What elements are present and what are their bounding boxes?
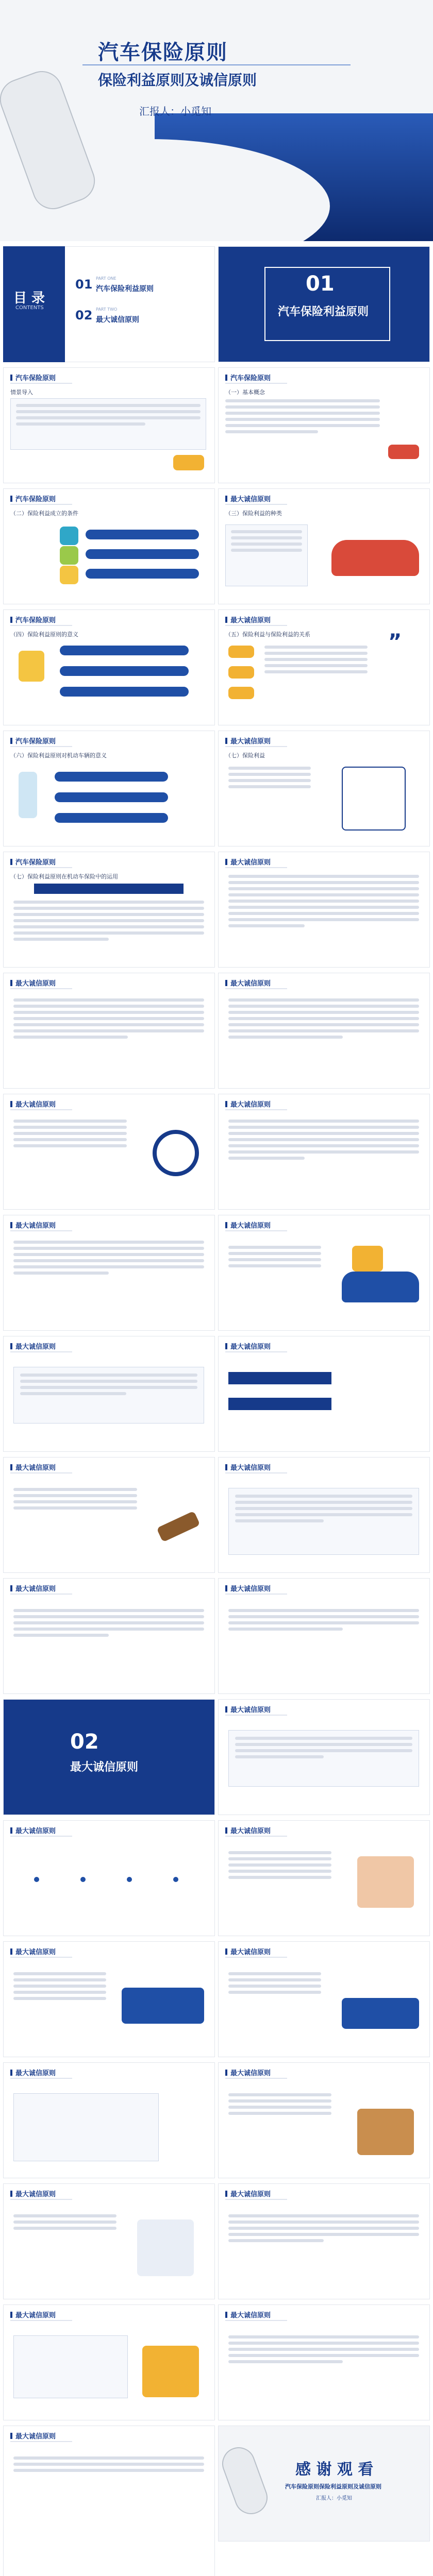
heading-underline (225, 1109, 287, 1110)
slide-subheading: （五）保险利益与保险利益的关系 (225, 631, 310, 638)
types-box (225, 524, 308, 586)
step-dot-1 (34, 1877, 39, 1882)
bottle-illustration (19, 772, 37, 818)
slide-heading: 汽车保险原则 (10, 494, 56, 503)
slide-faith-10 (3, 2426, 215, 2576)
slide-faith-1 (3, 1820, 215, 1936)
building-illustration (352, 1246, 383, 1272)
section-1-slide (218, 246, 430, 362)
thanks-reporter: 汇报人：小觅知 (316, 2496, 352, 2501)
slide-heading: 最大诚信原则 (225, 1583, 271, 1593)
slide-subheading: 情景导入 (10, 389, 33, 396)
toc-item-2-tag: PART TWO (96, 307, 118, 312)
heading-underline (225, 1715, 287, 1716)
significance-3 (60, 687, 189, 697)
step-block-1 (60, 566, 78, 584)
slide-significance (3, 609, 215, 725)
slide-heading: 最大诚信原则 (10, 2189, 56, 2198)
slide-case-1 (218, 852, 430, 968)
slide-subheading: （二）保险利益成立的条件 (10, 510, 78, 517)
text-box (10, 398, 206, 450)
slide-heading: 汽车保险原则 (10, 736, 56, 745)
slide-heading: 最大诚信原则 (10, 1341, 56, 1351)
condition-3 (86, 569, 199, 579)
slide-heading: 汽车保险原则 (10, 372, 56, 382)
content-box (228, 1730, 419, 1787)
condition-1 (86, 530, 199, 539)
thanks-title: 感 谢 观 看 (295, 2461, 374, 2479)
slide-heading: 最大诚信原则 (10, 2431, 56, 2441)
red-car-icon (388, 445, 419, 459)
slide-case-3 (218, 973, 430, 1089)
slide-vehicle-significance (3, 731, 215, 846)
red-sports-car-icon (331, 540, 419, 576)
banner-box-2 (228, 1398, 331, 1410)
yellow-car-2 (228, 666, 254, 679)
heading-underline (10, 1472, 72, 1473)
cover-title: 汽车保险原则 (98, 41, 228, 64)
slide-concept-faith (218, 1699, 430, 1815)
heading-underline (10, 2078, 72, 2079)
coin-illustration (19, 651, 44, 682)
slide-heading: 最大诚信原则 (225, 736, 271, 745)
slide-heading: 汽车保险原则 (10, 615, 56, 624)
slide-heading: 最大诚信原则 (225, 2310, 271, 2319)
slide-subheading: （七）保险利益 (225, 752, 265, 759)
slide-heading: 最大诚信原则 (225, 2067, 271, 2077)
point-1 (55, 772, 168, 782)
slide-heading: 最大诚信原则 (225, 1946, 271, 1956)
books-illustration (357, 2109, 414, 2155)
step-dot-4 (173, 1877, 178, 1882)
section-2-slide (3, 1699, 215, 1815)
yellow-car-3 (228, 687, 254, 699)
slide-subheading: （三）保险利益的种类 (225, 510, 282, 517)
heading-underline (10, 1836, 72, 1837)
heading-underline (10, 504, 72, 505)
quote-mark-icon: ” (388, 630, 402, 654)
slide-subheading: （七）保险利益原则在机动车保险中的运用 (10, 873, 118, 880)
slide-case-6 (3, 1578, 215, 1694)
heading-underline (225, 1594, 287, 1595)
car-top-view-icon (218, 2443, 272, 2519)
slide-quote-2 (218, 1336, 430, 1452)
heading-underline (225, 1351, 287, 1352)
slide-heading: 最大诚信原则 (225, 1220, 271, 1230)
section-1-number: 01 (306, 272, 335, 296)
content-box (13, 2335, 128, 2398)
magnifier-illustration (153, 1130, 199, 1176)
banner-box (228, 1372, 331, 1384)
step-dot-3 (127, 1877, 132, 1882)
slide-interest (218, 731, 430, 846)
slide-table (3, 2062, 215, 2178)
thanks-subtitle: 汽车保险原则保险利益原则及诚信原则 (285, 2483, 381, 2490)
slide-relationship (218, 609, 430, 725)
slide-heading: 最大诚信原则 (225, 1099, 271, 1109)
document-illustration (342, 767, 406, 831)
slide-heading: 最大诚信原则 (10, 1462, 56, 1472)
slide-faith-8 (3, 2304, 215, 2420)
handshake-illustration (357, 1856, 414, 1908)
heading-underline (225, 2078, 287, 2079)
slide-application (3, 852, 215, 968)
heading-underline (10, 746, 72, 747)
heading-underline (10, 867, 72, 868)
gavel-illustration (156, 1511, 200, 1543)
slide-heading: 最大诚信原则 (225, 857, 271, 867)
heading-underline (10, 2320, 72, 2321)
slide-heading: 最大诚信原则 (10, 1220, 56, 1230)
heading-underline (10, 1109, 72, 1110)
significance-2 (60, 666, 189, 676)
slide-faith-9 (218, 2304, 430, 2420)
slide-heading: 最大诚信原则 (10, 1099, 56, 1109)
heading-underline (225, 2199, 287, 2200)
section-2-number: 02 (70, 1730, 99, 1754)
slide-analysis (3, 1094, 215, 1210)
slide-heading: 最大诚信原则 (10, 2067, 56, 2077)
content-box (228, 1488, 419, 1555)
cover-subtitle: 保险利益原则及诚信原则 (98, 72, 257, 89)
blue-car-illustration (342, 1272, 419, 1302)
point-2 (55, 792, 168, 802)
slide-case-4 (3, 1215, 215, 1331)
cover-divider (82, 64, 351, 65)
slide-conditions (3, 488, 215, 604)
cover-slide (0, 0, 433, 241)
heading-underline (225, 1836, 287, 1837)
section-1-title: 汽车保险利益原则 (278, 306, 369, 318)
data-table (13, 2093, 159, 2161)
yellow-car-1 (228, 646, 254, 658)
slide-subheading: （一）基本概念 (225, 389, 265, 396)
heading-underline (225, 383, 287, 384)
slide-faith-2 (218, 1820, 430, 1936)
significance-1 (60, 646, 189, 655)
slide-subheading: （四）保险利益原则的意义 (10, 631, 78, 638)
car-illustration (173, 455, 204, 470)
slide-heading: 最大诚信原则 (225, 978, 271, 988)
toc-item-1-num: 01 (75, 277, 93, 292)
quote-box (13, 1367, 204, 1423)
cover-reporter: 汇报人：小觅知 (139, 105, 211, 117)
slide-heading: 汽车保险原则 (225, 372, 271, 382)
slide-heading: 最大诚信原则 (225, 1825, 271, 1835)
toc-slide (3, 246, 215, 362)
heading-underline (225, 1230, 287, 1231)
slide-faith-7 (218, 2183, 430, 2299)
heading-underline (10, 988, 72, 989)
heading-underline (10, 1351, 72, 1352)
slide-analysis-2 (218, 1094, 430, 1210)
step-dot-2 (80, 1877, 86, 1882)
step-block-3 (60, 527, 78, 545)
heading-underline (225, 2320, 287, 2321)
heading-underline (225, 625, 287, 626)
slide-heading: 最大诚信原则 (225, 2189, 271, 2198)
heading-underline (10, 625, 72, 626)
slide-faith-4 (218, 1941, 430, 2057)
slide-heading: 最大诚信原则 (10, 978, 56, 988)
toc-item-1[interactable]: 汽车保险利益原则 (96, 285, 154, 293)
condition-2 (86, 549, 199, 559)
slide-heading: 最大诚信原则 (225, 615, 271, 624)
toc-label: 目 录 (13, 291, 45, 306)
banner-box (34, 884, 184, 894)
scales-illustration (142, 2346, 199, 2397)
slide-quote-1 (3, 1336, 215, 1452)
slide-interest-types (218, 488, 430, 604)
heading-underline (10, 1230, 72, 1231)
heading-underline (10, 2199, 72, 2200)
document-magnifier-illustration (137, 2219, 194, 2276)
heading-underline (10, 1957, 72, 1958)
heading-underline (225, 988, 287, 989)
heading-underline (225, 746, 287, 747)
slide-subheading: （六）保险利益原则对机动车辆的意义 (10, 752, 107, 759)
heading-underline (225, 1472, 287, 1473)
slide-faith-5 (218, 2062, 430, 2178)
slide-heading: 最大诚信原则 (10, 1946, 56, 1956)
toc-item-2-num: 02 (75, 308, 93, 323)
slide-judgment-2 (218, 1457, 430, 1573)
step-block-2 (60, 546, 78, 565)
thanks-slide (218, 2426, 430, 2541)
toc-item-1-tag: PART ONE (96, 276, 116, 281)
slide-heading: 最大诚信原则 (10, 1825, 56, 1835)
slide-heading: 最大诚信原则 (10, 1583, 56, 1593)
slide-case-2 (3, 973, 215, 1089)
slide-faith-6 (3, 2183, 215, 2299)
slide-heading: 最大诚信原则 (225, 1462, 271, 1472)
slide-judgment (3, 1457, 215, 1573)
blue-car-illustration (342, 1998, 419, 2029)
slide-faith-3 (3, 1941, 215, 2057)
heading-underline (225, 1957, 287, 1958)
heading-underline (10, 1594, 72, 1595)
heading-underline (225, 867, 287, 868)
slide-case-5 (218, 1215, 430, 1331)
point-3 (55, 813, 168, 823)
heading-underline (10, 383, 72, 384)
umbrella-car-illustration (122, 1988, 204, 2024)
heading-underline (225, 504, 287, 505)
slide-heading: 最大诚信原则 (10, 2310, 56, 2319)
section-2-title: 最大诚信原则 (70, 1761, 139, 1774)
slide-heading: 最大诚信原则 (225, 1341, 271, 1351)
slide-heading: 最大诚信原则 (225, 494, 271, 503)
slide-scenario (3, 367, 215, 483)
toc-item-2[interactable]: 最大诚信原则 (96, 316, 139, 324)
slide-basic-concept (218, 367, 430, 483)
heading-underline (10, 2441, 72, 2442)
slide-basic-concept-2 (218, 1578, 430, 1694)
toc-label-en: CONTENTS (15, 305, 44, 311)
slide-heading: 最大诚信原则 (225, 1704, 271, 1714)
slide-heading: 汽车保险原则 (10, 857, 56, 867)
